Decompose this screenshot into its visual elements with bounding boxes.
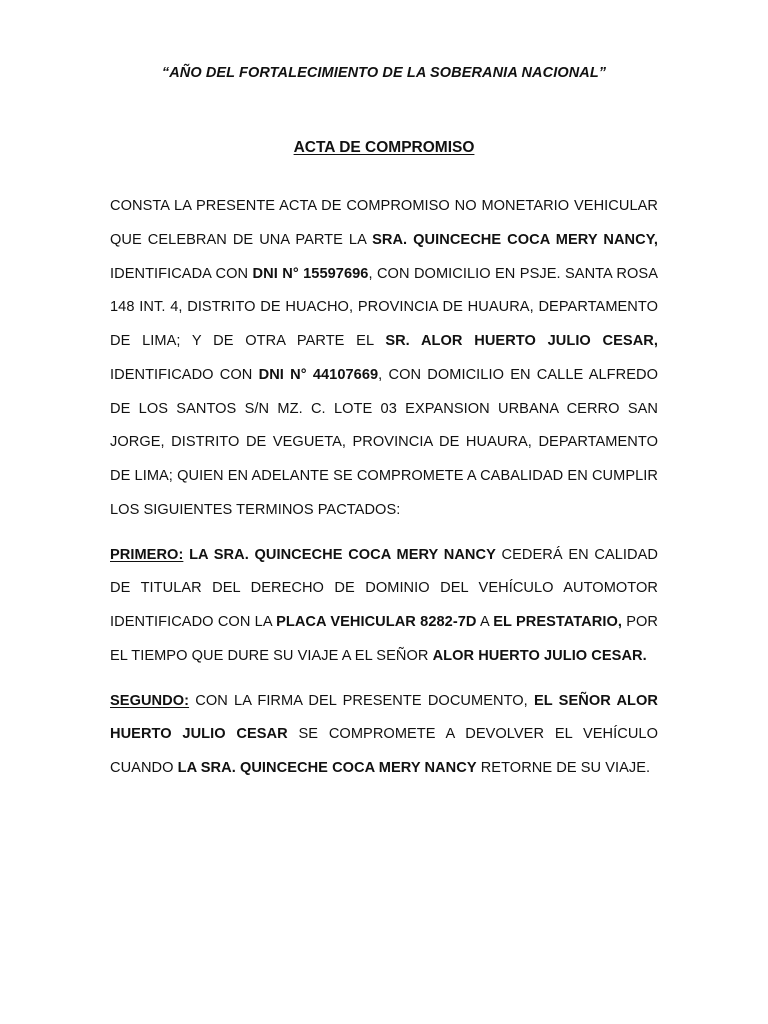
borrower-name: SR. ALOR HUERTO JULIO CESAR,: [385, 333, 658, 349]
lender-dni: DNI N° 15597696: [252, 265, 369, 282]
clause-second-text-1: CON LA FIRMA DEL PRESENTE DOCUMENTO,: [189, 692, 534, 709]
intro-paragraph: [110, 190, 658, 528]
clause-second: [110, 685, 658, 786]
intro-text-4: IDENTIFICADO CON: [110, 366, 259, 383]
vehicle-plate: PLACA VEHICULAR 8282-7D: [276, 614, 477, 630]
clause-first-heading: PRIMERO:: [110, 546, 184, 563]
clause-first-text-2: CEDERÁ EN CALIDAD DE TITULAR DEL DERECHO DE DOMINIO DEL VEHÍCULO AUTOMOTOR IDENTIFICADO CON LA: [110, 546, 659, 630]
borrower-dni: DNI N° 44107669: [258, 366, 379, 383]
clause-second-party: EL SEÑOR ALOR HUERTO JULIO CESAR: [110, 692, 658, 743]
clause-second-text-3: RETORNE DE SU VIAJE.: [476, 760, 651, 776]
clause-first-text-3: A: [476, 614, 494, 630]
lender-name: SRA. QUINCECHE COCA MERY NANCY,: [372, 231, 658, 248]
clause-second-lender: LA SRA. QUINCECHE COCA MERY NANCY: [177, 760, 477, 776]
intro-text-2: IDENTIFICADA CON: [110, 265, 253, 282]
clause-first-borrower: ALOR HUERTO JULIO CESAR.: [432, 647, 647, 664]
intro-text-5: , CON DOMICILIO EN CALLE ALFREDO DE LOS SANTOS S/N MZ. C. LOTE 03 EXPANSION URBANA CERRO SAN JORGE, DISTRITO DE VEGUETA, PROVINCIA DE HUAURA, DEPARTAMENTO DE LIMA; QUIEN EN ADELANTE SE COMPROMETE A CABALIDAD EN CUMPLIR LOS SIGUIENTES TERMINOS PACTADOS:: [110, 366, 658, 518]
borrower-role: EL PRESTATARIO,: [493, 614, 622, 630]
header-motto: “AÑO DEL FORTALECIMIENTO DE LA SOBERANIA NACIONAL”: [161, 65, 607, 81]
intro-text-1: CONSTA LA PRESENTE ACTA DE COMPROMISO NO MONETARIO VEHICULAR QUE CELEBRAN DE UNA PARTE LA: [110, 198, 658, 248]
clause-second-heading: SEGUNDO:: [110, 692, 190, 709]
document-body: [110, 190, 658, 786]
intro-text-3: , CON DOMICILIO EN PSJE. SANTA ROSA 148 INT. 4, DISTRITO DE HUACHO, PROVINCIA DE HUAURA, DEPARTAMENTO DE LIMA; Y DE OTRA PARTE EL: [110, 265, 658, 349]
clause-first-party: LA SRA. QUINCECHE COCA MERY NANCY: [189, 546, 496, 563]
clause-second-text-2: SE COMPROMETE A DEVOLVER EL VEHÍCULO CUANDO: [110, 726, 658, 776]
clause-first: [110, 539, 658, 674]
document-title: ACTA DE COMPROMISO: [293, 139, 475, 156]
clause-first-text-4: POR EL TIEMPO QUE DURE SU VIAJE A EL SEÑOR: [110, 614, 658, 664]
